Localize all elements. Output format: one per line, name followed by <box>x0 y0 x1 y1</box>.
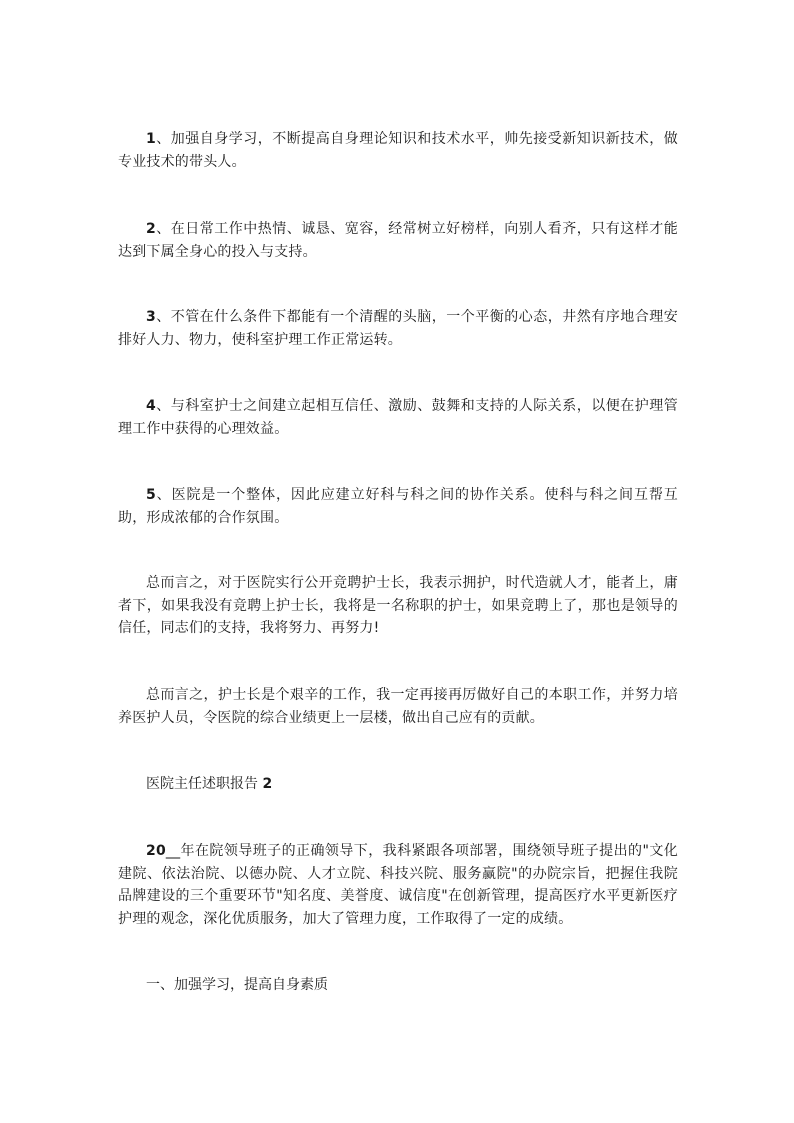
item-number: 3 <box>146 309 156 325</box>
paragraph-text: 、在日常工作中热情、诚恳、宽容，经常树立好榜样，向别人看齐，只有这样才能达到下属全身心的投入与支持。 <box>118 221 678 260</box>
section-title <box>118 773 678 796</box>
paragraph-4 <box>118 395 678 440</box>
paragraph-text: 、加强自身学习，不断提高自身理论知识和技术水平，帅先接受新知识新技术，做专业技术的带头人。 <box>118 131 678 170</box>
paragraph-text: 总而言之，对于医院实行公开竞聘护士长，我表示拥护，时代造就人才，能者上，庸者下，如果我没有竞聘上护士长，我将是一名称职的护士，如果竞聘上了，那也是领导的信任，同志们的支持，我将努力、再努力! <box>118 575 678 636</box>
paragraph-1 <box>118 128 678 173</box>
section-title-text: 医院主任述职报告 <box>146 776 263 792</box>
paragraph-text: 总而言之，护士长是个艰辛的工作，我一定再接再厉做好自己的本职工作，并努力培养医护人员，令医院的综合业绩更上一层楼，做出自己应有的贡献。 <box>118 687 678 726</box>
item-number: 4 <box>146 398 156 414</box>
paragraph-5 <box>118 484 678 529</box>
paragraph-text: 、医院是一个整体，因此应建立好科与科之间的协作关系。使科与科之间互帮互助，形成浓郁的合作氛围。 <box>118 487 678 526</box>
paragraph-text: 、与科室护士之间建立起相互信任、激励、鼓舞和支持的人际关系，以便在护理管理工作中获得的心理效益。 <box>118 398 678 437</box>
item-number: 2 <box>146 221 156 237</box>
paragraph-2 <box>118 218 678 263</box>
year-prefix: 20 <box>146 843 166 859</box>
paragraph-summary-1 <box>118 572 678 640</box>
item-number: 1 <box>146 131 156 147</box>
paragraph-text: __年在院领导班子的正确领导下，我科紧跟各项部署，围绕领导班子提出的"文化建院、依法治院、以德办院、人才立院、科技兴院、服务赢院"的办院宗旨，把握住我院品牌建设的三个重要环节"知名度、美誉度、诚信度"在创新管理，提高医疗水平更新医疗护理的观念，深化优质服务，加大了管理力度，工作取得了一定的成绩。 <box>118 843 678 927</box>
paragraph-text: 、不管在什么条件下都能有一个清醒的头脑，一个平衡的心态，井然有序地合理安排好人力、物力，使科室护理工作正常运转。 <box>118 309 678 348</box>
subheading: 一、加强学习，提高自身素质 <box>146 977 328 993</box>
paragraph-intro <box>118 840 678 930</box>
paragraph-summary-2 <box>118 684 678 729</box>
section-title-number: 2 <box>262 776 273 792</box>
paragraph-3 <box>118 306 678 351</box>
item-number: 5 <box>146 487 156 503</box>
